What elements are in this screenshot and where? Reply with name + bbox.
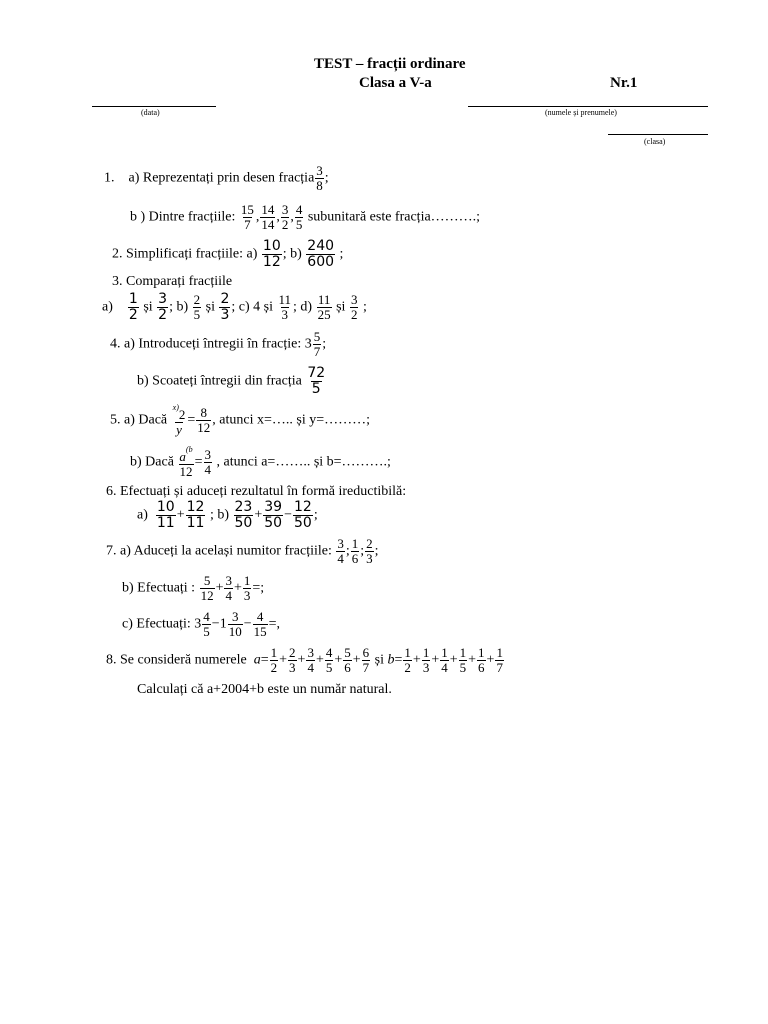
fraction-denominator: 2 bbox=[128, 306, 138, 323]
fraction-numerator: 240 bbox=[307, 238, 335, 254]
fraction bbox=[495, 646, 504, 674]
fraction-denominator: 3 bbox=[422, 659, 430, 675]
fraction-numerator: 8 bbox=[200, 405, 208, 420]
fraction bbox=[253, 610, 268, 638]
question-4b: b) Scoateți întregii din fracția $\frac{72}{5}$ bbox=[137, 365, 326, 397]
fraction-denominator: 15 bbox=[253, 623, 267, 639]
question-5a: 5. a) Dacă $\frac{^{x)}2}{y}$ = $\frac{8}{12}$ , atunci x=….. și y=………; bbox=[110, 403, 370, 437]
fraction bbox=[306, 366, 326, 396]
fraction bbox=[260, 203, 275, 231]
fraction-denominator: 7 bbox=[362, 659, 370, 675]
fraction-denominator: 6 bbox=[478, 659, 485, 675]
fraction-numerator: 1 bbox=[404, 645, 411, 660]
fraction-denominator: 4 bbox=[337, 550, 344, 566]
fraction-denominator: 5 bbox=[193, 306, 201, 322]
fraction bbox=[350, 293, 359, 321]
fraction-denominator: 12 bbox=[197, 419, 211, 435]
fraction-numerator: 14 bbox=[261, 202, 275, 217]
fraction-numerator: 4 bbox=[256, 609, 264, 624]
fraction bbox=[234, 500, 254, 530]
class-field-line bbox=[608, 134, 708, 135]
fraction bbox=[178, 446, 193, 478]
fraction bbox=[172, 404, 187, 436]
question-3-items: a) $\frac{1}{2}$ și $\frac{3}{2}$ ; b) $\frac{2}{5}$ și $\frac{2}{3}$ ; c) 4 și $\frac{11}{3}$ ; d) $\frac{11}{25}$ și $\frac{3}{2}$ ; bbox=[102, 291, 367, 323]
fraction bbox=[317, 293, 332, 321]
fraction bbox=[293, 500, 313, 530]
fraction-denominator: 3 bbox=[289, 659, 296, 675]
fraction bbox=[288, 646, 297, 674]
fraction bbox=[459, 646, 468, 674]
question-6-title: 6. Efectuați și aduceți rezultatul în formă ireductibilă: bbox=[106, 484, 407, 499]
fraction-denominator: 12 bbox=[200, 587, 214, 603]
fraction-denominator: 7 bbox=[496, 659, 503, 675]
fraction-numerator: 1 bbox=[128, 291, 138, 307]
fraction-numerator: 12 bbox=[293, 499, 312, 515]
q1a-text: a) Reprezentați prin desen fracția bbox=[128, 170, 315, 186]
title-prefix: TEST – bbox=[314, 56, 368, 72]
fraction-denominator: 5 bbox=[325, 659, 333, 675]
fraction-denominator: 2 bbox=[281, 216, 289, 232]
question-3-title: 3. Comparați fracțiile bbox=[112, 274, 233, 289]
fraction bbox=[224, 574, 233, 602]
fraction-numerator: 11 bbox=[278, 292, 292, 308]
fraction-numerator: 5 bbox=[313, 329, 321, 344]
fraction-denominator: 50 bbox=[234, 514, 253, 531]
question-4a: 4. a) Introduceți întregii în fracție: 3 $\frac{5}{7}$ ; bbox=[110, 329, 327, 359]
fraction-numerator: 1 bbox=[496, 645, 503, 660]
fraction bbox=[281, 203, 290, 231]
fraction bbox=[270, 646, 279, 674]
fraction-numerator: 5 bbox=[203, 573, 211, 588]
fraction-numerator: 1 bbox=[422, 645, 430, 660]
fraction-denominator: 12 bbox=[179, 463, 193, 479]
question-1a: 1. a) Reprezentați prin desen fracția $\frac{3}{8}$ ; bbox=[104, 163, 329, 193]
fraction-numerator: 3 bbox=[231, 609, 239, 624]
fraction-numerator: 39 bbox=[264, 499, 283, 515]
fraction bbox=[128, 292, 139, 322]
fraction-denominator: 4 bbox=[441, 659, 448, 675]
fraction-numerator: 3 bbox=[337, 536, 344, 551]
fraction-denominator: 5 bbox=[203, 623, 210, 639]
fraction-numerator: 2 bbox=[366, 536, 373, 551]
fraction bbox=[343, 646, 352, 674]
fraction bbox=[306, 239, 335, 269]
fraction-denominator: 8 bbox=[316, 177, 323, 193]
fraction bbox=[219, 292, 230, 322]
fraction bbox=[365, 537, 374, 565]
q1-number: 1. bbox=[104, 170, 115, 186]
fraction-numerator: 3 bbox=[350, 292, 358, 308]
fraction bbox=[315, 164, 324, 192]
fraction-denominator: 6 bbox=[344, 659, 351, 675]
fraction-numerator: 3 bbox=[316, 163, 323, 178]
question-6-items: a) $\frac{10}{11}$ + $\frac{12}{11}$ ; b) $\frac{23}{50}$ + $\frac{39}{50}$ − $\frac{12}{50}$ ; bbox=[137, 499, 318, 531]
fraction-denominator: 3 bbox=[220, 306, 230, 323]
fraction bbox=[306, 646, 315, 674]
fraction-numerator: 4 bbox=[295, 202, 303, 217]
fraction bbox=[202, 610, 211, 638]
question-7b: b) Efectuați : $\frac{5}{12}$ + $\frac{3}{4}$ + $\frac{1}{3}$ =; bbox=[122, 573, 265, 603]
q1b-text: b ) Dintre fracțiile: bbox=[130, 209, 236, 225]
fraction-numerator: 4 bbox=[203, 609, 210, 624]
fraction-denominator: 3 bbox=[281, 306, 289, 322]
fraction-numerator: 1 bbox=[478, 645, 485, 660]
fraction-denominator: 11 bbox=[156, 514, 175, 531]
fraction-numerator: 1 bbox=[459, 645, 467, 660]
question-7a: 7. a) Aduceți la același numitor fracțiile: $\frac{3}{4}$ ; $\frac{1}{6}$ ; $\frac{2}{3}$ ; bbox=[106, 536, 379, 566]
fraction-denominator: 6 bbox=[351, 550, 359, 566]
fraction bbox=[240, 203, 255, 231]
class-line: Clasa a V-a bbox=[359, 75, 432, 91]
fraction bbox=[186, 500, 206, 530]
name-line bbox=[468, 106, 708, 107]
fraction-numerator: 3 bbox=[281, 202, 289, 217]
fraction-numerator: 10 bbox=[156, 499, 175, 515]
fraction-numerator: 4 bbox=[325, 645, 333, 660]
fraction-denominator: 25 bbox=[317, 306, 331, 322]
name-label: (numele și prenumele) bbox=[545, 108, 617, 117]
test-number: Nr.1 bbox=[610, 75, 638, 91]
fraction-numerator: 1 bbox=[351, 536, 359, 551]
fraction-denominator: 14 bbox=[261, 216, 275, 232]
fraction-denominator: 3 bbox=[366, 550, 373, 566]
fraction-denominator: 50 bbox=[293, 514, 312, 531]
fraction-numerator: 5 bbox=[344, 645, 351, 660]
fraction-denominator: 12 bbox=[262, 253, 281, 270]
question-8-line2: Calculați că a+2004+b este un număr natural. bbox=[137, 682, 392, 697]
fraction-denominator: 2 bbox=[158, 306, 168, 323]
fraction bbox=[325, 646, 334, 674]
fraction-numerator: 2 bbox=[289, 645, 296, 660]
fraction-numerator: 72 bbox=[307, 365, 326, 381]
fraction bbox=[157, 292, 168, 322]
fraction-denominator: 11 bbox=[186, 514, 205, 531]
question-7c: c) Efectuați: 3 $\frac{4}{5}$ −1 $\frac{3}{10}$ − $\frac{4}{15}$ =, bbox=[122, 609, 281, 639]
page-title bbox=[314, 56, 466, 73]
fraction-denominator: 3 bbox=[243, 587, 251, 603]
fraction bbox=[156, 500, 176, 530]
fraction-numerator: 6 bbox=[362, 645, 370, 660]
fraction-numerator: 3 bbox=[225, 573, 232, 588]
fraction-numerator: 15 bbox=[240, 202, 254, 217]
date-label: (data) bbox=[141, 108, 160, 117]
fraction bbox=[278, 293, 293, 321]
fraction bbox=[196, 406, 211, 434]
question-1b: b ) Dintre fracțiile: $\frac{15}{7}$ , $\frac{14}{14}$ , $\frac{3}{2}$ , $\frac{4}{5}$ subunitară este fracția……….; bbox=[130, 202, 481, 232]
fraction-numerator: 11 bbox=[317, 292, 331, 308]
fraction bbox=[193, 293, 202, 321]
fraction-numerator: $a^{(b}$ bbox=[179, 445, 193, 464]
question-2: 2. Simplificați fracțiile: a) $\frac{10}{12}$ ; b) $\frac{240}{600}$ ; bbox=[112, 238, 344, 270]
fraction-denominator: 2 bbox=[350, 306, 358, 322]
fraction bbox=[362, 646, 371, 674]
fraction bbox=[228, 610, 243, 638]
fraction-denominator: 600 bbox=[307, 253, 335, 270]
var-b: b bbox=[387, 652, 395, 668]
fraction bbox=[403, 646, 412, 674]
fraction-denominator: 50 bbox=[264, 514, 283, 531]
date-line bbox=[92, 106, 216, 107]
fraction bbox=[200, 574, 215, 602]
fraction bbox=[262, 239, 282, 269]
fraction-numerator: 2 bbox=[220, 291, 230, 307]
fraction bbox=[477, 646, 486, 674]
fraction bbox=[243, 574, 252, 602]
fraction-denominator: 2 bbox=[404, 659, 411, 675]
fraction-numerator: 12 bbox=[186, 499, 205, 515]
fraction-denominator: 2 bbox=[270, 659, 278, 675]
fraction bbox=[422, 646, 431, 674]
fraction bbox=[440, 646, 449, 674]
fraction-numerator: $^{x)}$2 bbox=[172, 403, 186, 422]
fraction-denominator: 4 bbox=[204, 461, 211, 477]
fraction bbox=[336, 537, 345, 565]
question-5b: b) Dacă $\frac{a^{(b}}{12}$ = $\frac{3}{4}$ , atunci a=…….. și b=……….; bbox=[130, 445, 391, 479]
fraction-denominator: 10 bbox=[228, 623, 242, 639]
fraction-denominator: 5 bbox=[459, 659, 467, 675]
title-main: fracții ordinare bbox=[367, 56, 466, 72]
fraction-numerator: 10 bbox=[262, 238, 281, 254]
fraction-denominator: 7 bbox=[313, 343, 321, 359]
fraction-numerator: 23 bbox=[234, 499, 253, 515]
class-field-label: (clasa) bbox=[644, 137, 666, 146]
fraction-denominator: 4 bbox=[225, 587, 232, 603]
fraction-numerator: 1 bbox=[243, 573, 251, 588]
fraction-denominator: 7 bbox=[244, 216, 251, 232]
var-a: a bbox=[253, 652, 261, 668]
fraction-numerator: 2 bbox=[193, 292, 201, 308]
fraction-denominator: 5 bbox=[311, 380, 321, 397]
question-8: 8. Se consideră numerele a= $\frac{1}{2}$ + $\frac{2}{3}$ + $\frac{3}{4}$ + $\frac{4}{5}$ + $\frac{5}{6}$ + $\frac{6}{7}$ și b= $\frac{1}{2}$ + $\frac{1}{3}$ + $\frac{1}{4}$ + $\frac{1}{5}$ + $\frac{1}{6}$ + $\frac{1}{7}$ bbox=[106, 645, 503, 675]
fraction bbox=[351, 537, 360, 565]
fraction-numerator: 3 bbox=[307, 645, 314, 660]
fraction-numerator: 1 bbox=[270, 645, 278, 660]
fraction-numerator: 3 bbox=[158, 291, 168, 307]
fraction-denominator: y bbox=[176, 421, 182, 437]
fraction-denominator: 4 bbox=[307, 659, 314, 675]
fraction bbox=[263, 500, 283, 530]
fraction-numerator: 1 bbox=[441, 645, 448, 660]
fraction bbox=[295, 203, 304, 231]
fraction bbox=[313, 330, 322, 358]
fraction-denominator: 5 bbox=[295, 216, 303, 232]
fraction bbox=[204, 448, 213, 476]
fraction-numerator: 3 bbox=[204, 447, 211, 462]
